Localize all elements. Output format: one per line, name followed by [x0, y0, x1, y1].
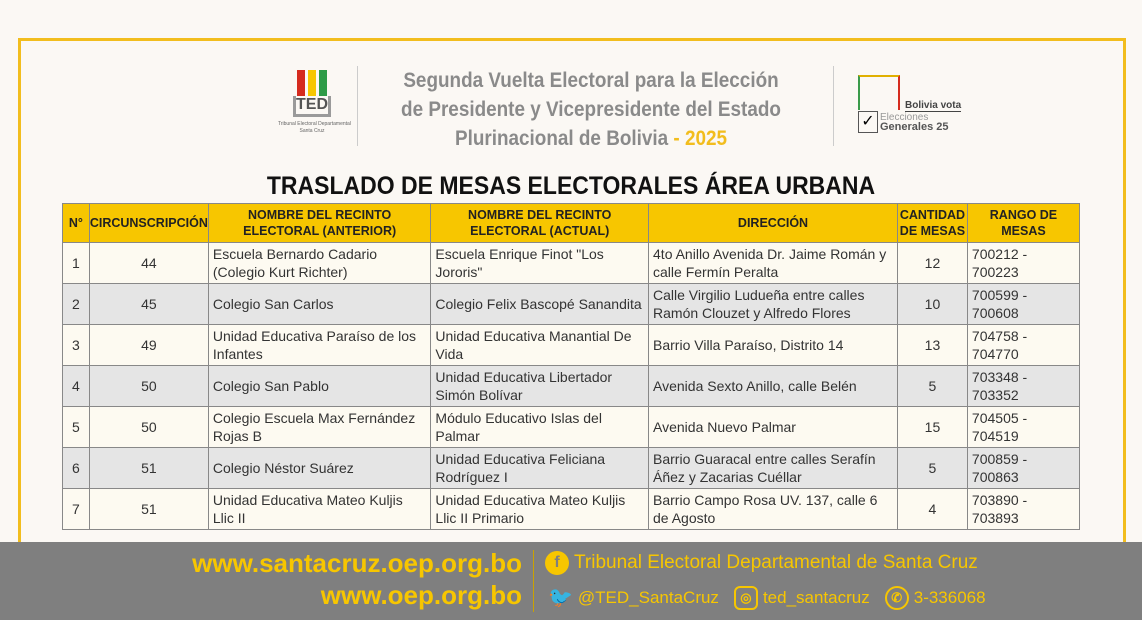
recinto-actual-cell: Unidad Educativa Manantial De Vida	[431, 325, 649, 366]
rango-mesas-cell: 700599 - 700608	[967, 284, 1079, 325]
cantidad-mesas-cell: 12	[897, 243, 967, 284]
divider	[533, 550, 534, 612]
direccion-cell: Calle Virgilio Ludueña entre calles Ramón Clouzet y Alfredo Flores	[649, 284, 898, 325]
instagram-icon: ◎	[734, 586, 758, 610]
title-line: de Presidente y Vicepresidente del Estado	[401, 98, 781, 121]
elecciones-logo	[840, 75, 970, 140]
divider	[357, 66, 358, 146]
row-number-cell: 7	[63, 489, 90, 530]
title-year: - 2025	[673, 127, 728, 150]
row-number-cell: 1	[63, 243, 90, 284]
website-link[interactable]: www.santacruz.oep.org.bo	[192, 548, 522, 578]
mesas-table	[62, 203, 1080, 530]
circunscripcion-cell: 49	[89, 325, 208, 366]
table-header-row	[63, 204, 1080, 243]
circunscripcion-cell: 44	[89, 243, 208, 284]
column-header: CANTIDAD DE MESAS	[897, 204, 967, 243]
direccion-cell: Barrio Campo Rosa UV. 137, calle 6 de Agosto	[649, 489, 898, 530]
cantidad-mesas-cell: 15	[897, 407, 967, 448]
logo-line: Elecciones	[880, 112, 929, 123]
table-row	[63, 284, 1080, 325]
table-row	[63, 407, 1080, 448]
table-row	[63, 325, 1080, 366]
recinto-anterior-cell: Colegio San Carlos	[208, 284, 431, 325]
row-number-cell: 4	[63, 366, 90, 407]
facebook-link[interactable]: Tribunal Electoral Departamental de Santa Cruz	[574, 552, 978, 573]
facebook-icon: f	[545, 551, 569, 575]
recinto-anterior-cell: Escuela Bernardo Cadario (Colegio Kurt Richter)	[208, 243, 431, 284]
instagram-link[interactable]: ted_santacruz	[762, 587, 870, 607]
row-number-cell: 5	[63, 407, 90, 448]
column-header: CIRCUNSCRIPCIÓN	[89, 204, 208, 243]
direccion-cell: Avenida Nuevo Palmar	[649, 407, 898, 448]
recinto-actual-cell: Unidad Educativa Feliciana Rodríguez I	[431, 448, 649, 489]
recinto-anterior-cell: Unidad Educativa Mateo Kuljis Llic II	[208, 489, 431, 530]
table-row	[63, 366, 1080, 407]
ted-logo	[278, 70, 351, 150]
circunscripcion-cell: 51	[89, 489, 208, 530]
direccion-cell: Barrio Guaracal entre calles Serafín Áñez y Zacarias Cuéllar	[649, 448, 898, 489]
divider	[833, 66, 834, 146]
circunscripcion-cell: 50	[89, 366, 208, 407]
recinto-anterior-cell: Colegio Escuela Max Fernández Rojas B	[208, 407, 431, 448]
direccion-cell: 4to Anillo Avenida Dr. Jaime Román y calle Fermín Peralta	[649, 243, 898, 284]
title-line: Plurinacional de Bolivia	[454, 127, 669, 150]
row-number-cell: 3	[63, 325, 90, 366]
recinto-actual-cell: Módulo Educativo Islas del Palmar	[431, 407, 649, 448]
title-line: Segunda Vuelta Electoral para la Elección	[403, 69, 779, 92]
cantidad-mesas-cell: 13	[897, 325, 967, 366]
phone-icon: ✆	[885, 586, 909, 610]
column-header: NOMBRE DEL RECINTO ELECTORAL (ANTERIOR)	[208, 204, 431, 243]
circunscripcion-cell: 51	[89, 448, 208, 489]
cantidad-mesas-cell: 5	[897, 366, 967, 407]
cantidad-mesas-cell: 4	[897, 489, 967, 530]
recinto-anterior-cell: Colegio San Pablo	[208, 366, 431, 407]
checkmark-icon: ✓	[858, 111, 878, 133]
ted-logo-subtitle: Tribunal Electoral Departamental	[278, 121, 351, 127]
recinto-actual-cell: Unidad Educativa Libertador Simón Bolívar	[431, 366, 649, 407]
row-number-cell: 6	[63, 448, 90, 489]
header-title	[389, 66, 794, 153]
twitter-link[interactable]: @TED_SantaCruz	[577, 587, 719, 607]
table-row	[63, 489, 1080, 530]
ted-logo-subtitle2: Santa Cruz	[299, 128, 325, 134]
cantidad-mesas-cell: 5	[897, 448, 967, 489]
recinto-anterior-cell: Colegio Néstor Suárez	[208, 448, 431, 489]
recinto-actual-cell: Escuela Enrique Finot "Los Jororis"	[431, 243, 649, 284]
footer	[0, 542, 1142, 620]
main-title: TRASLADO DE MESAS ELECTORALES ÁREA URBANA	[266, 172, 876, 200]
row-number-cell: 2	[63, 284, 90, 325]
direccion-cell: Avenida Sexto Anillo, calle Belén	[649, 366, 898, 407]
table-row	[63, 243, 1080, 284]
recinto-actual-cell: Unidad Educativa Mateo Kuljis Llic II Primario	[431, 489, 649, 530]
table-row	[63, 448, 1080, 489]
rango-mesas-cell: 703890 - 703893	[967, 489, 1079, 530]
logo-line: Generales	[880, 121, 934, 133]
column-header: RANGO DE MESAS	[967, 204, 1079, 243]
recinto-anterior-cell: Unidad Educativa Paraíso de los Infantes	[208, 325, 431, 366]
column-header: DIRECCIÓN	[649, 204, 898, 243]
ted-logo-text: TED	[293, 96, 331, 117]
rango-mesas-cell: 703348 - 703352	[967, 366, 1079, 407]
rango-mesas-cell: 700859 - 700863	[967, 448, 1079, 489]
phone-number: 3-336068	[913, 587, 986, 607]
recinto-actual-cell: Colegio Felix Bascopé Sanandita	[431, 284, 649, 325]
cantidad-mesas-cell: 10	[897, 284, 967, 325]
direccion-cell: Barrio Villa Paraíso, Distrito 14	[649, 325, 898, 366]
circunscripcion-cell: 50	[89, 407, 208, 448]
rango-mesas-cell: 700212 - 700223	[967, 243, 1079, 284]
website-link[interactable]: www.oep.org.bo	[320, 580, 522, 610]
logo-line: Bolivia vota	[905, 100, 962, 111]
twitter-icon: 🐦	[548, 587, 573, 609]
circunscripcion-cell: 45	[89, 284, 208, 325]
rango-mesas-cell: 704505 - 704519	[967, 407, 1079, 448]
column-header: NOMBRE DEL RECINTO ELECTORAL (ACTUAL)	[431, 204, 649, 243]
rango-mesas-cell: 704758 - 704770	[967, 325, 1079, 366]
column-header: N°	[63, 204, 90, 243]
logo-line: 25	[936, 121, 949, 133]
